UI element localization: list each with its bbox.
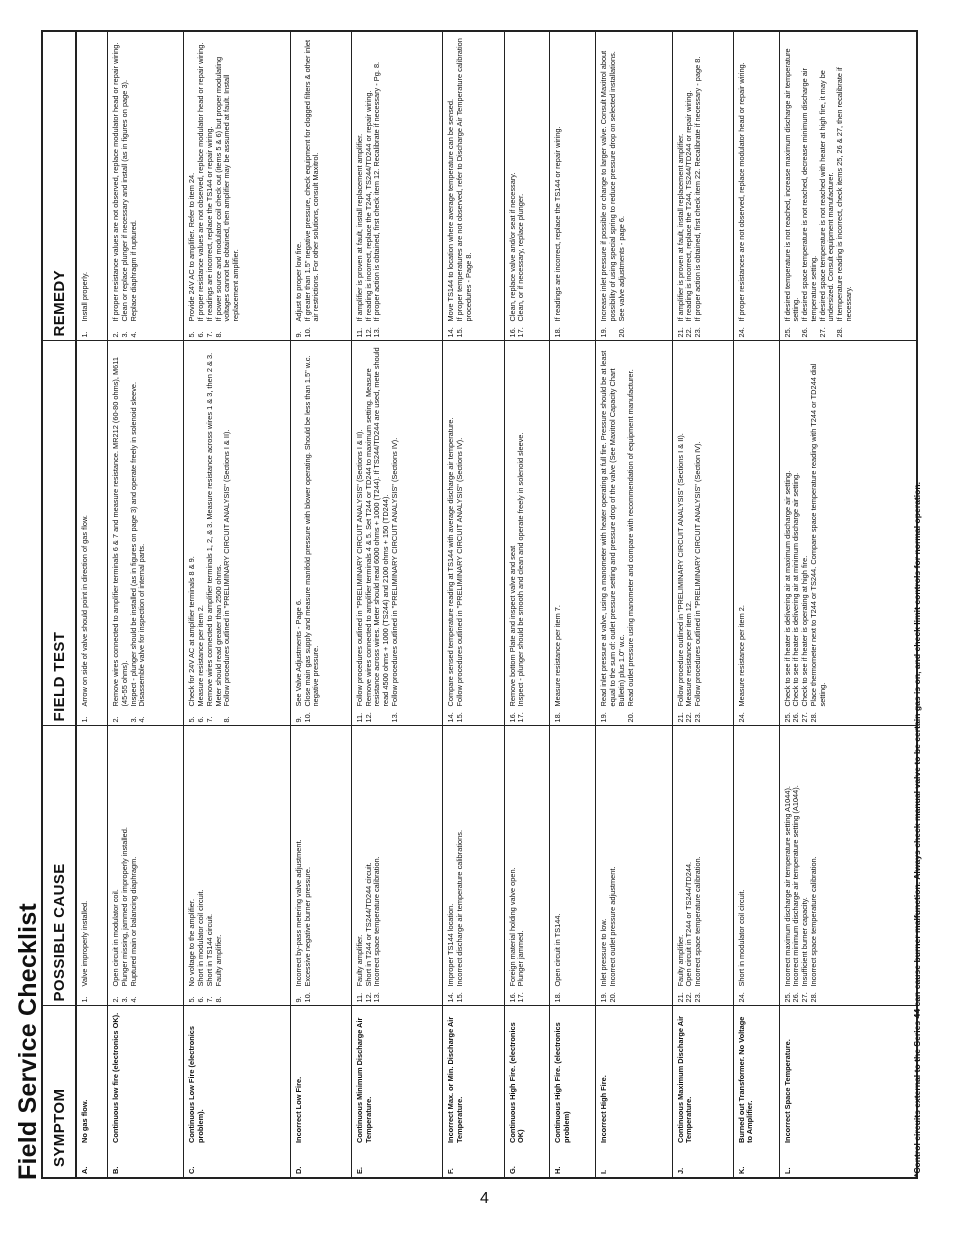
remedy-item-number: 20.: [616, 327, 626, 338]
remedy-item: [836, 35, 853, 338]
cause-item-number: 2.: [111, 996, 121, 1003]
test-item-text: Read outlet pressure using manometer and compare with recommendation of equipment manufacturer.: [625, 369, 635, 707]
cause-item-number: 17.: [516, 992, 526, 1003]
test-item: [517, 345, 526, 723]
remedy-item-text: If amplifier is proven at fault, install replacement amplifier.: [675, 133, 685, 322]
row-letter: A.: [76, 1146, 108, 1178]
row-symptom: Incorrect Low Fire.: [290, 1006, 351, 1146]
remedy-item-number: 14.: [446, 327, 456, 338]
test-item-text: Follow procedures outlined in "PRELIMINARY CIRCUIT ANALYSIS" (Sections IV).: [389, 437, 399, 707]
test-item-number: 17.: [516, 712, 526, 723]
row-test: [779, 341, 917, 726]
remedy-item-text: If reading is incorrect, replace the T244, TS244/TD244 or repair wiring.: [684, 90, 694, 322]
cause-item: [215, 730, 224, 1003]
row-remedy: [779, 31, 917, 341]
remedy-item-text: If greater than 1.5" negative pressure, check equipment for clogged filters & other inlet air restrictions. For other solutions, consult Maxitrol.: [302, 39, 321, 322]
remedy-item: [694, 35, 703, 338]
row-cause: [733, 726, 779, 1006]
row-remedy: [504, 31, 550, 341]
test-item-number: 28.: [808, 712, 818, 723]
test-item-number: 4.: [137, 716, 147, 723]
test-item-text: Follow procedures outlined in "PRELIMINARY CIRCUIT ANALYSIS" (Sections I & II).: [355, 429, 365, 707]
remedy-item-number: 22.: [684, 327, 694, 338]
test-item-text: Inspect - plunger should be smooth and clean and operate freely in solenoid sleeve.: [516, 432, 526, 707]
symptom-header: SYMPTOM: [42, 1006, 76, 1178]
remedy-item-number: 5.: [187, 331, 197, 338]
remedy-item-number: 21.: [675, 327, 685, 338]
remedy-item: [456, 35, 473, 338]
test-item: [81, 345, 90, 723]
remedy-item-number: 19.: [599, 327, 609, 338]
remedy-item-number: 26.: [800, 327, 810, 338]
remedy-item-number: 8.: [213, 331, 223, 338]
cause-item: [738, 730, 747, 1003]
cause-item-text: Faulty amplifier.: [213, 934, 223, 987]
cause-item-number: 5.: [187, 996, 197, 1003]
remedy-item-text: Replace diaphragm if ruptured.: [128, 220, 138, 322]
cause-item-number: 18.: [553, 992, 563, 1003]
cause-item: [554, 730, 563, 1003]
test-item-text: Follow procedure outlined in "PRELIMINARY CIRCUIT ANALYSIS" (Sections I & II).: [675, 433, 685, 707]
cause-item-text: Valve improperly installed.: [80, 900, 89, 987]
row-remedy: [108, 31, 184, 341]
remedy-item-number: 7.: [204, 331, 214, 338]
row-test: [76, 341, 108, 726]
test-item-text: Measure resistance per item 2.: [196, 605, 206, 707]
remedy-item-number: 18.: [553, 327, 563, 338]
test-item: [365, 345, 391, 723]
row-test: [443, 341, 504, 726]
test-item-number: 6.: [196, 716, 206, 723]
test-item-text: Check to see if heater is delivering air at maximum discharge air setting.: [782, 470, 792, 707]
remedy-item-text: If power source and modulator coil check out (items 5 & 6) but proper modulating voltages cannot be obtained, then amplifier may be assumed at fault. Install replacement amplifier.: [213, 56, 240, 322]
footnote: *Control circuits external to the Series 44 can cause burner malfunction. Always check manual valve to be certain gas is on, and check limit controls for normal operation.: [912, 481, 922, 1177]
table-row: [672, 31, 733, 1178]
cause-item-number: 25.: [782, 992, 792, 1003]
row-remedy: [550, 31, 596, 341]
test-item-number: 2.: [111, 716, 121, 723]
cause-item-number: 22.: [684, 992, 694, 1003]
row-remedy: [290, 31, 351, 341]
remedy-item-text: Clean or replace plunger if necessary and install (as in figures on page 3).: [119, 79, 129, 322]
remedy-item: [738, 35, 747, 338]
remedy-item-text: Increase inlet pressure if possible or change to larger valve. Consult Maxitrol about possibility of using special spring to reduce pressure drop on selected installations.: [599, 50, 618, 322]
remedy-item-text: If proper resistance values are not observed, replace modulator head or repair wiring.: [111, 42, 121, 322]
remedy-item-text: Install properly.: [80, 271, 89, 322]
page-title: Field Service Checklist: [14, 903, 42, 1180]
test-item-number: 20.: [625, 712, 635, 723]
row-cause: [672, 726, 733, 1006]
row-symptom: Burned out Transformer. No Voltage to Amplifier.: [733, 1006, 779, 1146]
test-item-text: Place thermometer next to T244 or TS244. Compare space temperature reading with T244 or TD244 dial setting.: [808, 363, 827, 707]
test-item: [138, 345, 147, 723]
row-remedy: [76, 31, 108, 341]
test-item-text: Compare sensed temperature reading at TS144 with average discharge air temperature.: [446, 417, 456, 707]
row-test: [504, 341, 550, 726]
cause-item-text: Short in modulator coil circuit.: [196, 889, 206, 987]
cause-item: [304, 730, 313, 1003]
test-item-number: 10.: [302, 712, 312, 723]
test-item-number: 21.: [675, 712, 685, 723]
row-test: [352, 341, 443, 726]
cause-item-number: 20.: [608, 992, 618, 1003]
cause-item-number: 11.: [355, 992, 365, 1003]
cause-header: POSSIBLE CAUSE: [42, 726, 76, 1006]
cause-item-number: 3.: [119, 996, 129, 1003]
test-item-number: 7.: [204, 716, 214, 723]
remedy-item: [517, 35, 526, 338]
remedy-item-number: 28.: [834, 327, 844, 338]
row-test: [184, 341, 291, 726]
test-item-text: Check to see if heater is operating at high fire.: [800, 555, 810, 707]
cause-item-number: 23.: [693, 992, 703, 1003]
row-cause: [779, 726, 917, 1006]
row-remedy: [596, 31, 672, 341]
test-item-text: Follow procedures outlined in "PRELIMINARY CIRCUIT ANALYSIS" (Sections I & II).: [222, 429, 232, 707]
cause-item: [81, 730, 90, 1003]
cause-item-number: 15.: [455, 992, 465, 1003]
row-letter: G.: [504, 1146, 550, 1178]
remedy-item: [554, 35, 563, 338]
remedy-item-text: Clean, replace valve and/or seat if necessary.: [507, 172, 517, 322]
test-item-number: 8.: [222, 716, 232, 723]
row-remedy: [443, 31, 504, 341]
remedy-item-number: 16.: [507, 327, 517, 338]
test-item-number: 11.: [355, 712, 365, 723]
test-item-text: Check to see if heater is delivering air at minimum discharge air setting.: [791, 472, 801, 707]
remedy-item-number: 17.: [516, 327, 526, 338]
test-item-text: Measure resistance per item 7.: [553, 605, 563, 707]
cause-item: [694, 730, 703, 1003]
row-letter: I.: [596, 1146, 672, 1178]
test-item-text: Follow procedures outlined in "PRELIMINARY CIRCUIT ANALYSIS" (Section IV).: [693, 441, 703, 707]
cause-item-number: 7.: [204, 996, 214, 1003]
cause-item-text: Incorrect discharge air temperature calibrations.: [455, 829, 465, 987]
row-remedy: [184, 31, 291, 341]
table-row: [779, 31, 917, 1178]
remedy-item-number: 9.: [293, 331, 303, 338]
remedy-item-text: If desired temperature is not reached, increase maximum discharge air temperature setting.: [782, 48, 801, 322]
cause-item-number: 14.: [446, 992, 456, 1003]
test-item-number: 19.: [599, 712, 609, 723]
cause-item-number: 19.: [599, 992, 609, 1003]
remedy-item-number: 10.: [302, 327, 312, 338]
cause-item-number: 28.: [808, 992, 818, 1003]
cause-item-number: 27.: [800, 992, 810, 1003]
remedy-item: [81, 35, 90, 338]
row-remedy: [352, 31, 443, 341]
test-item-number: 25.: [782, 712, 792, 723]
cause-item-number: 26.: [791, 992, 801, 1003]
cause-item: [456, 730, 465, 1003]
remedy-item-text: If reading is incorrect, replace the T244, TS244/TD244 or repair wiring.: [363, 90, 373, 322]
remedy-item-text: If readings are incorrect, replace the TS144 or repair wiring.: [553, 126, 563, 322]
remedy-item-text: If temperature reading is incorrect, check items 25, 26 & 27, then recalibrate if necessary.: [834, 67, 853, 322]
test-item-number: 9.: [293, 716, 303, 723]
table-row: [76, 31, 108, 1178]
remedy-item-text: If amplifier is proven at fault, install replacement amplifier.: [355, 133, 365, 322]
row-symptom: Continuous Minimum Discharge Air Temperature.: [352, 1006, 443, 1146]
row-symptom: Incorrect Space Temperature.: [779, 1006, 917, 1146]
cause-item-text: Short in T244 or TS244/TD244 circuit.: [363, 862, 373, 987]
row-cause: [352, 726, 443, 1006]
row-letter: J.: [672, 1146, 733, 1178]
cause-item-text: Plunger missing, jammed or improperly installed.: [119, 827, 129, 987]
test-item: [206, 345, 223, 723]
cause-item-text: Incorrect space temperature calibration.: [372, 856, 382, 987]
remedy-item-number: 11.: [355, 327, 365, 338]
row-test: [290, 341, 351, 726]
test-item: [600, 345, 626, 723]
cause-item-number: 21.: [675, 992, 685, 1003]
cause-item-text: Ruptured main or balancing diaphragm.: [128, 856, 138, 987]
test-item: [391, 345, 400, 723]
cause-item-text: Short in modulator coil circuit.: [736, 889, 746, 987]
test-item-text: Inspect - plunger should be installed (as in figures on page 3) and operate freely in solenoid sleeve.: [128, 381, 138, 707]
row-cause: [76, 726, 108, 1006]
row-test: [550, 341, 596, 726]
row-letter: C.: [184, 1146, 291, 1178]
checklist-body: [76, 31, 917, 1178]
test-item-text: Arrow on side of valve should point in direction of gas flow.: [80, 515, 89, 707]
remedy-item-number: 4.: [128, 331, 138, 338]
page-number: 4: [480, 1190, 489, 1207]
remedy-item: [801, 35, 818, 338]
cause-item: [373, 730, 382, 1003]
row-test: [596, 341, 672, 726]
test-item-number: 1.: [80, 716, 89, 723]
row-letter: L.: [779, 1146, 917, 1178]
remedy-item-number: 2.: [111, 331, 121, 338]
cause-item-text: Incorrect outlet pressure adjustment.: [608, 866, 618, 987]
table-row: [290, 31, 351, 1178]
test-item-text: Remove wires connected to amplifier terminals 6 & 7 and measure resistance. MR212 (60-80 ohms), M611 (45-55 ohms).: [111, 357, 129, 707]
table-row: [596, 31, 672, 1178]
test-item: [810, 345, 827, 723]
test-item: [554, 345, 563, 723]
remedy-item: [304, 35, 321, 338]
test-header: FIELD TEST: [42, 341, 76, 726]
remedy-item-text: Clean, or if necessary, replace plunger.: [516, 193, 526, 322]
remedy-item: [819, 35, 836, 338]
row-test: [108, 341, 184, 726]
row-remedy: [672, 31, 733, 341]
row-letter: F.: [443, 1146, 504, 1178]
table-row: [443, 31, 504, 1178]
cause-item-number: 9.: [293, 996, 303, 1003]
test-item-text: Read inlet pressure at valve, using a manometer with heater operating at full fire. Pressure should be at least equal to the sum of: outlet pressure setting and pressure drop of the valve (See Maxitrol Capacity Chart Bulletin) plus 1.0" w.c.: [599, 350, 626, 707]
test-item-text: Close main gas supply and measure manifold pressure with blower operating. Should be less than 1.5" w.c. negative pressure.: [302, 355, 321, 707]
remedy-item-text: If readings are incorrect, replace the TS144 or repair wiring.: [204, 126, 214, 322]
test-item: [627, 345, 636, 723]
remedy-item-number: 15.: [455, 327, 465, 338]
remedy-item-text: See valve adjustments - page 6.: [616, 215, 626, 322]
remedy-item-number: 13.: [372, 327, 382, 338]
test-item-number: 3.: [128, 716, 138, 723]
remedy-item-number: 27.: [817, 327, 827, 338]
table-row: [733, 31, 779, 1178]
row-letter: E.: [352, 1146, 443, 1178]
row-symptom: Continuous low fire (electronics OK).: [108, 1006, 184, 1146]
test-item-text: Check for 24V AC at amplifier terminals 8 & 9.: [187, 556, 197, 707]
test-item-number: 18.: [553, 712, 563, 723]
test-item-text: Measure resistance per item 12.: [684, 600, 694, 707]
test-item-number: 5.: [187, 716, 197, 723]
cause-item-text: Open circuit in TS144.: [553, 913, 563, 987]
test-item: [738, 345, 747, 723]
test-item-number: 26.: [791, 712, 801, 723]
table-row: [504, 31, 550, 1178]
cause-item: [810, 730, 819, 1003]
remedy-item: [215, 35, 241, 338]
test-item-text: Follow procedures outlined in "PRELIMINARY CIRCUIT ANALYSIS" (Sections IV).: [455, 437, 465, 707]
remedy-item-text: If proper action is obtained, first check item 22. Recalibrate if necessary - page 8.: [693, 56, 703, 322]
remedy-item-number: 3.: [119, 331, 129, 338]
row-symptom: Continuous Low Fire (electronics problem).: [184, 1006, 291, 1146]
row-test: [733, 341, 779, 726]
cause-item: [609, 730, 618, 1003]
test-item: [304, 345, 321, 723]
remedy-item-number: 23.: [693, 327, 703, 338]
cause-item-text: Improper TS144 location.: [446, 903, 456, 987]
cause-item-text: Inlet pressure to low.: [599, 918, 609, 987]
cause-item-number: 13.: [372, 992, 382, 1003]
cause-item-text: Incorrect minimum discharge air temperature setting (A1044).: [791, 785, 801, 987]
cause-item-number: 24.: [736, 992, 746, 1003]
remedy-item-text: If desired space temperature is not reached, decrease minimum discharge air temperature setting.: [800, 68, 818, 322]
test-item-number: 13.: [389, 712, 399, 723]
cause-item-text: Open circuit in T244 or TS244/TD244.: [684, 861, 694, 987]
test-item: [694, 345, 703, 723]
test-item-number: 23.: [693, 712, 703, 723]
cause-item-text: Insufficient burner capacity.: [800, 897, 810, 987]
remedy-item-text: Provide 24V AC to amplifier. Refer to item 24.: [187, 172, 197, 322]
test-item-number: 24.: [736, 712, 746, 723]
cause-item-text: Incorrect maximum discharge air temperature setting A1044).: [782, 786, 792, 987]
row-cause: [504, 726, 550, 1006]
test-item: [223, 345, 232, 723]
row-symptom: Incorrect High Fire.: [596, 1006, 672, 1146]
cause-item-text: Incorrect by-pass metering valve adjustment.: [293, 839, 303, 987]
test-item-text: Disassemble valve for inspection of internal parts.: [137, 543, 147, 707]
remedy-item: [600, 35, 617, 338]
remedy-item-text: If proper temperatures are not observed, refer to Discharge Air Temperature calibration procedures - Page 8.: [455, 38, 473, 322]
cause-item-text: Incorrect space temperature calibration.: [693, 856, 703, 987]
cause-item-number: 12.: [363, 992, 373, 1003]
remedy-item-number: 24.: [736, 327, 746, 338]
row-symptom: Incorrect Max. or Min. Discharge Air Temperature.: [443, 1006, 504, 1146]
row-letter: D.: [290, 1146, 351, 1178]
table-row: [184, 31, 291, 1178]
remedy-item: [618, 35, 627, 338]
test-item-text: See Valve Adjustments - Page 6.: [293, 599, 303, 707]
remedy-header: REMEDY: [42, 31, 76, 341]
test-item-number: 15.: [455, 712, 465, 723]
row-cause: [290, 726, 351, 1006]
remedy-item: [373, 35, 382, 338]
cause-item-number: 8.: [213, 996, 223, 1003]
checklist-table: [41, 30, 918, 1179]
row-remedy: [733, 31, 779, 341]
cause-item: [130, 730, 139, 1003]
test-item-text: Remove wires connected to amplifier terminals 4 & 5. Set T244 or TD244 to maximum setting. Measure resistance across wires. Meter should read 6000 ohms + 1000 (T244). If TS244/TD244 are used, mete should read 4500 ohms + 1000 (TS244) and 2100 ohms + 150 (TD244).: [363, 347, 391, 707]
test-item-text: Remove bottom Plate and inspect valve and seat: [507, 545, 517, 707]
test-item-number: 16.: [507, 712, 517, 723]
row-cause: [108, 726, 184, 1006]
row-test: [672, 341, 733, 726]
cause-item-text: Plunger jammed.: [516, 930, 526, 987]
row-symptom: No gas flow.: [76, 1006, 108, 1146]
cause-item-number: 10.: [302, 992, 312, 1003]
remedy-item-number: 6.: [196, 331, 206, 338]
remedy-item-text: Adjust to proper low fire.: [293, 241, 303, 322]
row-cause: [596, 726, 672, 1006]
cause-item-text: Foreign material holding valve open.: [507, 867, 517, 987]
cause-item-text: No voltage to the amplifier.: [187, 898, 197, 987]
cause-item-number: 16.: [507, 992, 517, 1003]
row-letter: B.: [108, 1146, 184, 1178]
cause-item-text: Excessive negative burner pressure.: [302, 866, 312, 987]
test-item: [456, 345, 465, 723]
test-item-number: 14.: [446, 712, 456, 723]
row-letter: H.: [550, 1146, 596, 1178]
table-row: [550, 31, 596, 1178]
remedy-item-text: If desired space temperature is not reached with heater at high fire, it may be undersized. Consult equipment manufacturer.: [817, 70, 836, 322]
test-item: [112, 345, 129, 723]
cause-item-text: Short in TS144 circuit.: [204, 913, 214, 987]
test-item-text: Measure resistance per item 2.: [736, 605, 746, 707]
cause-item-text: Faulty amplifier.: [355, 934, 365, 987]
row-symptom: Continuous High Fire. (electronics OK): [504, 1006, 550, 1146]
remedy-item-number: 25.: [782, 327, 792, 338]
remedy-item-text: If proper resistance values are not observed, replace modulator head or repair wiring.: [196, 42, 206, 322]
remedy-item: [784, 35, 801, 338]
remedy-item-text: If proper resistances are not observed, replace modulator head or repair wiring.: [736, 62, 746, 322]
row-symptom: Continuous High Fire. (electronics problem): [550, 1006, 596, 1146]
remedy-item-text: If proper action is obtained, first check item 12. Recalibrate if necessary - Pg. 8.: [372, 61, 382, 322]
table-row: [108, 31, 184, 1178]
remedy-item-number: 12.: [363, 327, 373, 338]
cause-item-text: Incorrect space temperature calibration.: [808, 856, 818, 987]
cause-item-number: 6.: [196, 996, 206, 1003]
remedy-item: [130, 35, 139, 338]
row-symptom: Continuous Maximum Discharge Air Temperature.: [672, 1006, 733, 1146]
cause-item-text: Faulty amplifier.: [675, 934, 685, 987]
cause-item-text: Open circuit in modulator coil.: [111, 889, 121, 987]
test-item-number: 22.: [684, 712, 694, 723]
row-letter: K.: [733, 1146, 779, 1178]
test-item-number: 27.: [800, 712, 810, 723]
test-item-text: Remove wires connected to amplifier terminals 1, 2, & 3. Measure resistance across wires 1 & 3, then 2 & 3. Meter should read greater than 2500 ohms.: [204, 352, 223, 707]
cause-item-number: 4.: [128, 996, 138, 1003]
row-cause: [443, 726, 504, 1006]
table-row: [352, 31, 443, 1178]
cause-item: [517, 730, 526, 1003]
cause-item-number: 1.: [80, 996, 89, 1003]
row-cause: [550, 726, 596, 1006]
row-cause: [184, 726, 291, 1006]
remedy-item-text: Move TS144 to location where average temperature can be sensed.: [446, 98, 456, 322]
remedy-item-number: 1.: [80, 331, 89, 338]
test-item-number: 12.: [363, 712, 373, 723]
header-row: [42, 31, 76, 1178]
